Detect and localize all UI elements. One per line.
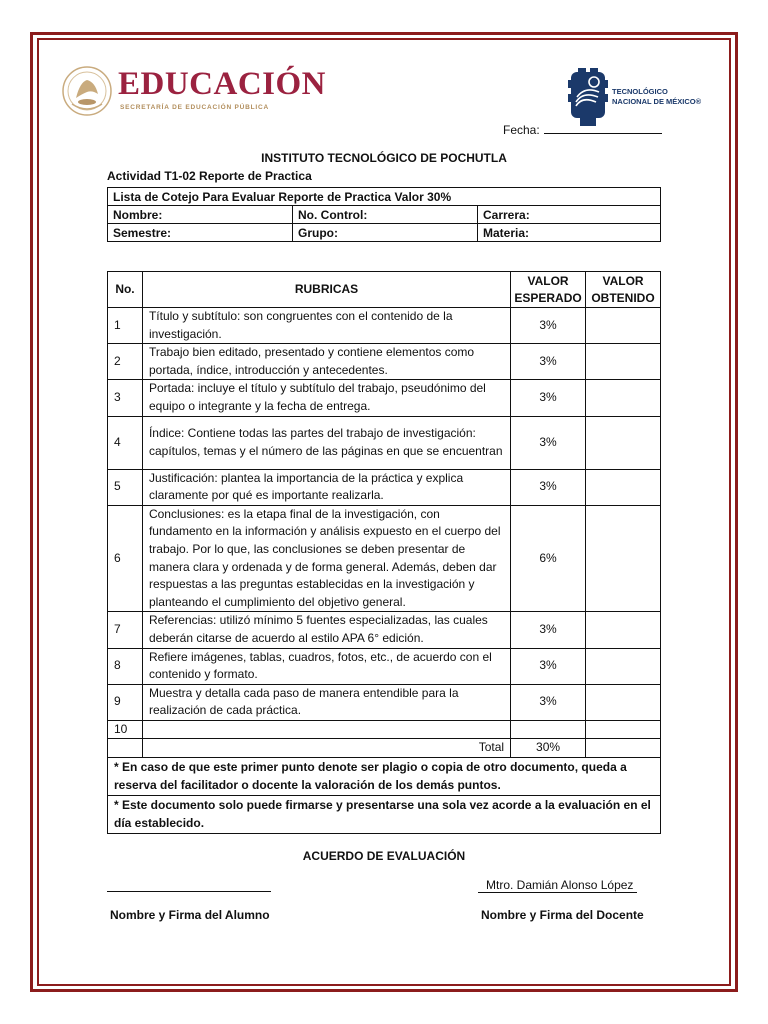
- col-header-valor-esperado: [511, 272, 586, 308]
- no-control-cell[interactable]: No. Control:: [293, 206, 478, 224]
- total-empty-cell: [108, 739, 143, 758]
- col-header-no: No.: [108, 272, 143, 308]
- row-obtained-value[interactable]: [586, 612, 661, 648]
- table-row: [108, 612, 661, 648]
- row-criterion: Refiere imágenes, tablas, cuadros, fotos, etc., de acuerdo con el contenido y formato.: [142, 648, 510, 684]
- tecnm-gear-icon: [568, 66, 610, 128]
- row-criterion: Justificación: plantea la importancia de la práctica y explica claramente por qué es importante realizarla.: [142, 469, 510, 505]
- row-criterion: Portada: incluye el título y subtítulo del trabajo, pseudónimo del equipo o integrante y la fecha de entrega.: [142, 380, 510, 416]
- semestre-cell[interactable]: Semestre:: [108, 224, 293, 242]
- row-obtained-value[interactable]: [586, 469, 661, 505]
- col-header-esperado-line-1: VALOR: [527, 273, 569, 288]
- rubric-table: [107, 271, 661, 834]
- row-number: 1: [108, 308, 143, 344]
- table-row: [108, 648, 661, 684]
- agreement-title: ACUERDO DE EVALUACIÓN: [302, 849, 466, 863]
- row-criterion[interactable]: [142, 720, 510, 739]
- row-obtained-value[interactable]: [586, 344, 661, 380]
- row-number: 4: [108, 416, 143, 469]
- row-number: 2: [108, 344, 143, 380]
- institute-title: INSTITUTO TECNOLÓGICO DE POCHUTLA: [261, 151, 507, 165]
- row-expected-value[interactable]: [511, 720, 586, 739]
- col-header-obtenido-line-2: OBTENIDO: [591, 290, 655, 305]
- carrera-cell[interactable]: Carrera:: [478, 206, 661, 224]
- col-header-valor-obtenido: [586, 272, 661, 308]
- row-obtained-value[interactable]: [586, 416, 661, 469]
- national-seal-icon: [62, 64, 112, 118]
- materia-cell[interactable]: Materia:: [478, 224, 661, 242]
- row-obtained-value[interactable]: [586, 720, 661, 739]
- grupo-cell[interactable]: Grupo:: [293, 224, 478, 242]
- col-header-rubricas: RUBRICAS: [142, 272, 510, 308]
- total-value: 30%: [511, 739, 586, 758]
- row-criterion: Referencias: utilizó mínimo 5 fuentes especializadas, las cuales deberán citarse de acuerdo al estilo APA 6° edición.: [142, 612, 510, 648]
- row-expected-value: 3%: [511, 684, 586, 720]
- edu-subtitle: SECRETARÍA DE EDUCACIÓN PÚBLICA: [120, 104, 270, 111]
- table-row: [108, 308, 661, 344]
- row-obtained-value[interactable]: [586, 380, 661, 416]
- student-signature-label: Nombre y Firma del Alumno: [110, 908, 270, 922]
- checklist-title: Lista de Cotejo Para Evaluar Reporte de Practica Valor 30%: [108, 188, 661, 206]
- nombre-cell[interactable]: Nombre:: [108, 206, 293, 224]
- row-expected-value: 3%: [511, 380, 586, 416]
- row-obtained-value[interactable]: [586, 648, 661, 684]
- teacher-name: Mtro. Damián Alonso López: [478, 878, 637, 893]
- row-expected-value: 3%: [511, 469, 586, 505]
- tecnm-line-2: NACIONAL DE MÉXICO®: [612, 97, 702, 106]
- row-expected-value: 3%: [511, 416, 586, 469]
- table-row: [108, 505, 661, 612]
- row-criterion: Conclusiones: es la etapa final de la investigación, con fundamento en la información y análisis expuesto en el cuerpo del trabajo. Por lo que, las conclusiones se deben presentar de manera clara y ordenada y de forma general. Además, deben dar respuestas a las preguntas establecidas en la investigación y planteando el cumplimiento del objetivo general.: [142, 505, 510, 612]
- row-number: 5: [108, 469, 143, 505]
- date-field: [503, 121, 662, 137]
- row-expected-value: 6%: [511, 505, 586, 612]
- row-criterion: Título y subtítulo: son congruentes con el contenido de la investigación.: [142, 308, 510, 344]
- col-header-obtenido-line-1: VALOR: [602, 273, 644, 288]
- total-row: [108, 739, 661, 758]
- total-obtained-value[interactable]: [586, 739, 661, 758]
- row-expected-value: 3%: [511, 344, 586, 380]
- activity-title: Actividad T1-02 Reporte de Practica: [107, 169, 312, 183]
- date-label: Fecha:: [503, 123, 540, 137]
- row-criterion: Trabajo bien editado, presentado y contiene elementos como portada, índice, introducción y antecedentes.: [142, 344, 510, 380]
- signature-note: * Este documento solo puede firmarse y presentarse una sola vez acorde a la evaluación en el día establecido.: [108, 796, 661, 834]
- plagiarism-note: * En caso de que este primer punto denote ser plagio o copia de otro documento, queda a reserva del facilitador o docente la valoración de los demás puntos.: [108, 758, 661, 796]
- row-number: 6: [108, 505, 143, 612]
- table-row: [108, 684, 661, 720]
- row-number: 7: [108, 612, 143, 648]
- teacher-signature-line: [478, 878, 637, 892]
- sep-logo: [62, 64, 327, 124]
- tecnm-line-1: TECNOLÓGICO: [612, 87, 668, 96]
- row-expected-value: 3%: [511, 648, 586, 684]
- row-obtained-value[interactable]: [586, 308, 661, 344]
- date-blank-line[interactable]: [544, 121, 662, 134]
- row-expected-value: 3%: [511, 308, 586, 344]
- row-criterion: Índice: Contiene todas las partes del trabajo de investigación: capítulos, temas y el número de las páginas en que se encuentran: [142, 416, 510, 469]
- row-number: 9: [108, 684, 143, 720]
- total-label: Total: [142, 739, 510, 758]
- table-row: [108, 380, 661, 416]
- table-row: [108, 469, 661, 505]
- row-obtained-value[interactable]: [586, 684, 661, 720]
- table-row: [108, 344, 661, 380]
- row-number: 8: [108, 648, 143, 684]
- student-info-table: [107, 187, 661, 242]
- col-header-esperado-line-2: ESPERADO: [514, 290, 582, 305]
- row-expected-value: 3%: [511, 612, 586, 648]
- row-criterion: Muestra y detalla cada paso de manera entendible para la realización de cada práctica.: [142, 684, 510, 720]
- row-number: 3: [108, 380, 143, 416]
- row-number: 10: [108, 720, 143, 739]
- edu-title: EDUCACIÓN: [118, 66, 327, 102]
- tecnm-wordmark: [612, 87, 701, 107]
- row-obtained-value[interactable]: [586, 505, 661, 612]
- table-row: [108, 416, 661, 469]
- teacher-signature-label: Nombre y Firma del Docente: [481, 908, 644, 922]
- student-signature-line[interactable]: [107, 891, 271, 892]
- table-row: [108, 720, 661, 739]
